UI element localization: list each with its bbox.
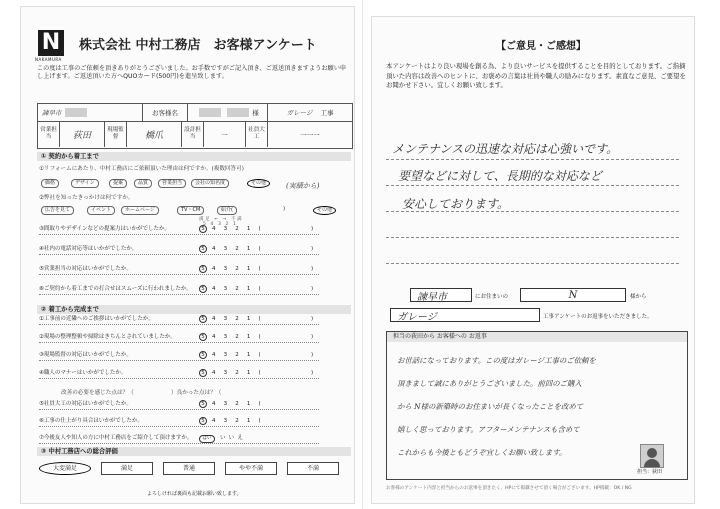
q1-other-handwritten: (実績から) <box>286 182 320 190</box>
selected-rating[interactable]: 5 <box>199 369 207 377</box>
question-row <box>39 265 319 275</box>
question-row <box>39 285 319 295</box>
selected-rating[interactable]: 5 <box>199 265 207 273</box>
rating-scale <box>199 351 264 360</box>
selected-rating[interactable]: 5 <box>199 285 207 293</box>
ruled-line <box>386 237 679 238</box>
q1-option[interactable]: デザイン <box>71 179 99 188</box>
rating-options: 4 3 2 1 ( <box>211 316 264 322</box>
question-text: ①工事前の近隣へのご挨拶はいかがでしたか。 <box>39 316 154 322</box>
redacted-block <box>227 108 249 117</box>
section-overall: ③ 中村工務店への総合評価 <box>37 447 351 456</box>
customer-info-table <box>37 103 353 149</box>
sama-kara-label: 様から <box>630 294 647 300</box>
q2-option[interactable]: その他 <box>313 206 336 215</box>
work-field: ガレージ <box>390 308 540 322</box>
reply-box <box>386 331 688 480</box>
selected-rating[interactable]: 5 <box>199 400 207 408</box>
question-row <box>39 369 319 379</box>
sama-label: 様 <box>252 109 259 117</box>
selected-rating[interactable]: 5 <box>199 351 207 359</box>
question-text: ⑥ご契約から着工までの打合せはスムーズに行われましたか。 <box>39 286 192 292</box>
selected-rating[interactable]: 5 <box>199 225 207 233</box>
q1-option[interactable]: その他 <box>247 179 270 188</box>
redacted-block <box>199 108 221 117</box>
rating-scale <box>199 315 264 324</box>
rating-scale <box>199 265 264 274</box>
sales-label: 営業担当 <box>38 121 60 147</box>
improve-question: 改善の必要を感じた点は？（ <box>61 390 134 396</box>
redacted-block <box>65 108 87 117</box>
q1-option[interactable]: 価格 <box>41 179 59 188</box>
q2-option[interactable]: 紹介( <box>217 206 237 215</box>
survey-back-page <box>371 16 695 504</box>
selected-rating[interactable]: 5 <box>199 315 207 323</box>
question-text: ③現場監督の対応はいかがでしたか。 <box>39 352 132 358</box>
rating-scale <box>199 333 264 342</box>
question-row <box>39 417 319 427</box>
city-label: にお住まいの <box>475 294 509 300</box>
overall-option[interactable]: 普通 <box>163 462 215 475</box>
overall-option[interactable]: 満足 <box>101 462 153 475</box>
design-value: 一 <box>204 121 246 147</box>
rating-options: 4 3 2 1 ( <box>211 352 264 358</box>
selected-rating[interactable]: 5 <box>199 245 207 253</box>
footer-note: お客様のアンケート内容と担当からのお返事を頂きたく、HPにて掲載させて頂く場合がございます。HP掲載：OK / NG <box>386 486 632 491</box>
scale-numbers: 5 4 3 2 1 <box>203 222 238 227</box>
initial-field: N <box>520 288 626 302</box>
staff-carpenter-label: 社員大工 <box>246 121 268 147</box>
rating-scale <box>199 285 264 294</box>
design-label: 設計担当 <box>182 121 204 147</box>
q2-option: ) <box>283 206 286 212</box>
rating-scale <box>199 225 264 234</box>
q2-option[interactable]: 広告を見て <box>41 206 74 215</box>
rating-scale <box>199 400 264 409</box>
close-paren: ) <box>311 246 314 252</box>
company-logo: N <box>38 30 64 56</box>
ruled-line <box>386 263 679 264</box>
survey-front-page <box>20 6 355 504</box>
rating-scale <box>199 417 264 426</box>
question-row <box>39 351 319 361</box>
reply-line-3: から N様の新築時のお住まいが長くなったことを改めて <box>397 402 584 411</box>
q2-option[interactable]: ホームページ <box>121 206 159 215</box>
reply-line-4: 嬉しく思っております。アフターメンテナンスも含めて <box>397 425 580 434</box>
staff-carpenter-value: 一一一 <box>300 130 320 139</box>
rating-scale <box>199 245 264 254</box>
rating-options: 4 3 2 1 ( <box>211 246 264 252</box>
q1-text: ①リフォームにあたり、中村工務店にご依頼頂いた理由は何ですか。(複数回答可) <box>39 166 244 172</box>
q2-option[interactable]: TV・CM <box>177 206 204 215</box>
question-row <box>39 245 319 255</box>
close-paren: ) <box>311 286 314 292</box>
intro-text: この度は工事のご依頼を頂きありがとうございました。お手数ですがご記入頂き、ご返送頂きますようお願い申し上げます。ご返送頂いた方へQUOカード(500円)を進呈致します。 <box>37 65 347 80</box>
rating-options: 4 3 2 1 ( <box>211 418 264 424</box>
overall-option[interactable]: 不満 <box>287 462 339 475</box>
rating-options: 4 3 2 1 ( <box>211 401 264 407</box>
ruled-line <box>386 185 679 186</box>
rating-options: 4 3 2 1 ( <box>211 266 264 272</box>
rating-options: 4 3 2 1 ( <box>211 226 264 232</box>
site-manager-value: 橋爪 <box>127 121 182 147</box>
question-text: ⑦今後友人や知人の方に中村工務店をご紹介して頂けますか。 <box>39 435 193 441</box>
close-paren: ) <box>311 316 314 322</box>
question-text: ③間取りやデザインなどの提案力はいかがでしたか。 <box>39 226 171 232</box>
reply-line-1: お世話になっております。この度はガレージ工事のご依頼を <box>397 356 596 365</box>
footnote: よろしければ裏面も記載お願い致します。 <box>147 491 242 497</box>
rating-scale <box>199 434 246 443</box>
close-paren: ) <box>311 352 314 358</box>
question-text: ④職人のマナーはいかがでしたか。 <box>39 370 127 376</box>
comment-line-3: 安心しております。 <box>402 197 510 211</box>
city-field: 諫早市 <box>410 288 472 302</box>
opinion-title: 【ご意見・ご感想】 <box>496 41 586 52</box>
selected-rating[interactable]: 5 <box>199 417 207 425</box>
section-contract: ① 契約から着工まで <box>37 152 351 161</box>
overall-option[interactable]: やや不満 <box>225 462 277 475</box>
question-text: ④社内の電話対応等はいかがでしたか。 <box>39 246 138 252</box>
comment-line-2: 要望などに対して、長期的な対応など <box>398 169 602 183</box>
q2-text: ②弊社を知ったきっかけは何ですか。 <box>39 195 134 201</box>
q1-option[interactable]: 提案 <box>109 179 127 188</box>
sales-value: 荻田 <box>60 121 105 147</box>
q2-option[interactable]: イベント <box>87 206 115 215</box>
reply-line-5: これからも今後ともどうぞ宜しくお願い致します。 <box>397 448 567 457</box>
work-reply-label: 工事アンケートのお返事をいただきました。 <box>543 314 653 320</box>
question-row <box>39 315 319 325</box>
overall-option[interactable]: 大変満足 <box>39 462 91 475</box>
logo-subtext: NAKAMURA <box>35 57 62 62</box>
question-text: ⑥工事の仕上がり具合はいかがでしたか。 <box>39 418 143 424</box>
customer-name-label: お客様名 <box>143 104 188 121</box>
ruled-line <box>386 159 679 160</box>
question-row <box>39 434 319 444</box>
rating-options: 4 3 2 1 ( <box>211 286 264 292</box>
work-type-value: ガレージ <box>286 109 313 117</box>
q1-option[interactable]: 品質 <box>134 179 152 188</box>
question-row <box>39 225 319 235</box>
selected-rating[interactable]: 5 <box>199 333 207 341</box>
question-row <box>39 400 319 410</box>
comment-line-1: メンテナンスの迅速な対応は心強いです。 <box>392 142 619 156</box>
rating-options: 4 3 2 1 ( <box>211 334 264 340</box>
photo-caption: 担当：荻田 <box>637 469 663 475</box>
close-paren: ) <box>311 370 314 376</box>
site-manager-label: 現場監督 <box>105 121 127 147</box>
company-title: 株式会社 中村工務店 お客様アンケート <box>79 38 317 53</box>
close-paren: ) <box>311 266 314 272</box>
page-fold <box>362 0 363 509</box>
question-row <box>39 333 319 343</box>
selected-rating[interactable]: はい <box>199 435 215 443</box>
close-paren: ) <box>311 334 314 340</box>
reply-header: 担当の荻田から お客様への お返事 <box>387 332 687 342</box>
q1-option[interactable]: 営業担当 <box>158 179 186 188</box>
work-label: 工事 <box>320 109 334 117</box>
city-value: 諫早市 <box>42 109 62 117</box>
rating-scale <box>199 369 264 378</box>
opinion-intro: 本アンケートはより良い現場を創る為、より良いサービスを提供することを目的としております。ご指摘頂いた内容は改善へのヒントに、お褒めの言葉は社員や職人の励みになります。素直なご意見、ご要望をお聞かせ下さい。宜しくお願い致します。 <box>386 62 686 89</box>
question-text: ⑤社員大工の対応はいかがでしたか。 <box>39 401 132 407</box>
q1-option[interactable]: 会社の知名度 <box>191 179 229 188</box>
section-construction: ② 着工から完成まで <box>37 305 351 314</box>
rating-options: いいえ <box>219 435 247 441</box>
question-text: ⑤営業担当の対応はいかがでしたか。 <box>39 266 132 272</box>
staff-photo <box>640 444 664 468</box>
good-point-question: ）良かった点は？（ <box>171 390 222 396</box>
reply-line-2: 頂きまして誠にありがとうございました。前回のご購入 <box>397 379 582 388</box>
question-text: ②現場の整理整頓や掃除はきちんとされていましたか。 <box>39 334 176 340</box>
scale-header: 満足 ← → 不満 <box>199 217 244 222</box>
rating-options: 4 3 2 1 ( <box>211 370 264 376</box>
close-paren: ) <box>311 226 314 232</box>
